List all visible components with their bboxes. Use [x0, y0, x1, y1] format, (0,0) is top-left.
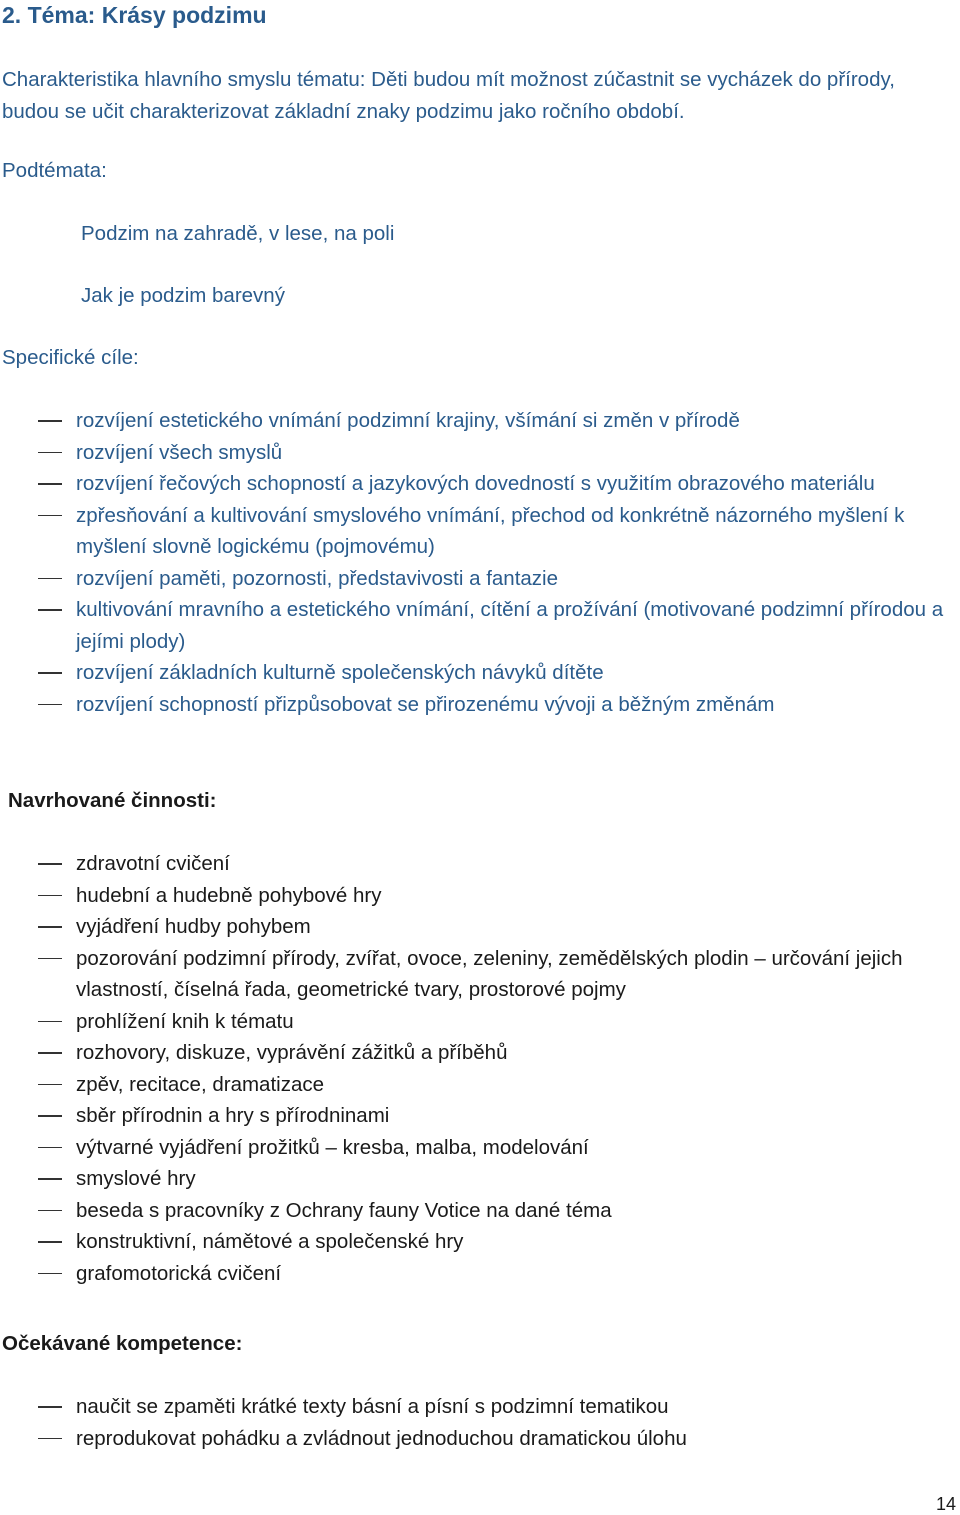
- dash-bullet-icon: [38, 672, 62, 674]
- subtopic-item: Podzim na zahradě, v lese, na poli: [81, 222, 395, 245]
- competence-item: naučit se zpaměti krátké texty básní a písní s podzimní tematikou: [0, 1391, 955, 1423]
- goal-item: rozvíjení základních kulturně společenských návyků dítěte: [0, 657, 955, 689]
- dash-bullet-icon: [38, 1147, 62, 1149]
- dash-bullet-icon: [38, 1273, 62, 1275]
- activity-item: smyslové hry: [0, 1163, 955, 1195]
- dash-bullet-icon: [38, 1210, 62, 1212]
- activity-item: pozorování podzimní přírody, zvířat, ovoce, zeleniny, zemědělských plodin – určování jejich vlastností, číselná řada, geometrické tvary, prostorové pojmy: [0, 943, 955, 1006]
- subtopics-heading: Podtémata:: [2, 159, 107, 182]
- goals-list: [0, 405, 955, 720]
- goal-item: rozvíjení řečových schopností a jazykových dovedností s využitím obrazového materiálu: [0, 468, 955, 500]
- goal-item: rozvíjení estetického vnímání podzimní krajiny, všímání si změn v přírodě: [0, 405, 955, 437]
- dash-bullet-icon: [38, 1084, 62, 1086]
- dash-bullet-icon: [38, 926, 62, 928]
- subtopic-item: Jak je podzim barevný: [81, 284, 285, 307]
- dash-bullet-icon: [38, 895, 62, 897]
- page-title: 2. Téma: Krásy podzimu: [2, 2, 267, 28]
- dash-bullet-icon: [38, 1178, 62, 1180]
- activity-item: grafomotorická cvičení: [0, 1258, 955, 1290]
- dash-bullet-icon: [38, 958, 62, 960]
- dash-bullet-icon: [38, 1052, 62, 1054]
- dash-bullet-icon: [38, 420, 62, 422]
- dash-bullet-icon: [38, 1438, 62, 1440]
- dash-bullet-icon: [38, 515, 62, 517]
- activity-item: prohlížení knih k tématu: [0, 1006, 955, 1038]
- dash-bullet-icon: [38, 578, 62, 580]
- activities-heading: Navrhované činnosti:: [8, 789, 217, 812]
- activity-item: hudební a hudebně pohybové hry: [0, 880, 955, 912]
- activity-item: konstruktivní, námětové a společenské hry: [0, 1226, 955, 1258]
- page-number: 14: [935, 1494, 956, 1514]
- activity-item: beseda s pracovníky z Ochrany fauny Votice na dané téma: [0, 1195, 955, 1227]
- intro-paragraph: Charakteristika hlavního smyslu tématu: Děti budou mít možnost zúčastnit se vycházek do přírody, budou se učit charakterizovat základní znaky podzimu jako ročního období.: [2, 68, 895, 123]
- dash-bullet-icon: [38, 1021, 62, 1023]
- goal-item: zpřesňování a kultivování smyslového vnímání, přechod od konkrétně názorného myšlení k myšlení slovně logickému (pojmovému): [0, 500, 955, 563]
- dash-bullet-icon: [38, 1115, 62, 1117]
- activities-list: [0, 848, 955, 1289]
- competence-item: reprodukovat pohádku a zvládnout jednoduchou dramatickou úlohu: [0, 1423, 955, 1455]
- activity-item: sběr přírodnin a hry s přírodninami: [0, 1100, 955, 1132]
- dash-bullet-icon: [38, 704, 62, 706]
- activity-item: zpěv, recitace, dramatizace: [0, 1069, 955, 1101]
- dash-bullet-icon: [38, 1406, 62, 1408]
- dash-bullet-icon: [38, 609, 62, 611]
- activity-item: rozhovory, diskuze, vyprávění zážitků a příběhů: [0, 1037, 955, 1069]
- dash-bullet-icon: [38, 1241, 62, 1243]
- competences-heading: Očekávané kompetence:: [2, 1332, 243, 1355]
- activity-item: výtvarné vyjádření prožitků – kresba, malba, modelování: [0, 1132, 955, 1164]
- dash-bullet-icon: [38, 452, 62, 454]
- goal-item: rozvíjení schopností přizpůsobovat se přirozenému vývoji a běžným změnám: [0, 689, 955, 721]
- activity-item: vyjádření hudby pohybem: [0, 911, 955, 943]
- goals-heading: Specifické cíle:: [2, 346, 139, 369]
- dash-bullet-icon: [38, 863, 62, 865]
- goal-item: rozvíjení všech smyslů: [0, 437, 955, 469]
- goal-item: rozvíjení paměti, pozornosti, představivosti a fantazie: [0, 563, 955, 595]
- goal-item: kultivování mravního a estetického vnímání, cítění a prožívání (motivované podzimní přírodou a jejími plody): [0, 594, 955, 657]
- dash-bullet-icon: [38, 483, 62, 485]
- competences-list: [0, 1391, 955, 1454]
- activity-item: zdravotní cvičení: [0, 848, 955, 880]
